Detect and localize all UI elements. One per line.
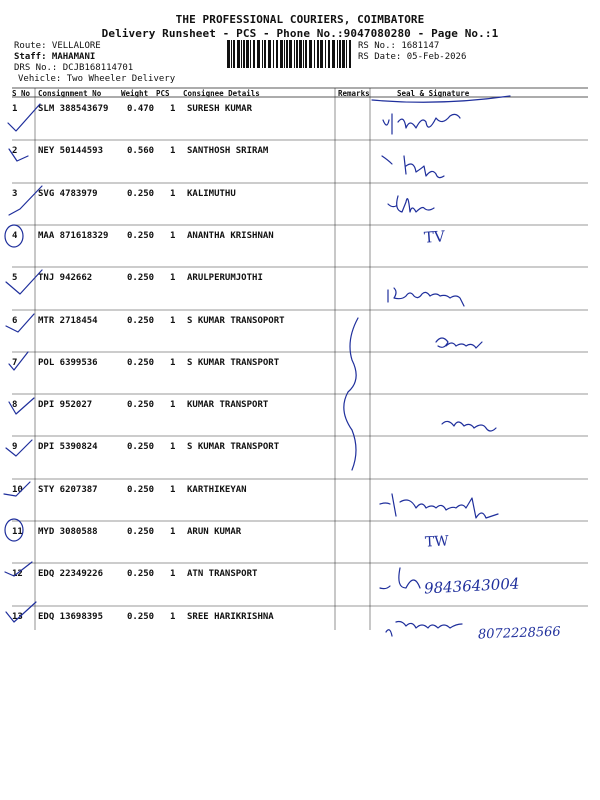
row-weight: 0.250: [127, 569, 155, 579]
row-pcs: 1: [170, 442, 176, 452]
row-pcs: 1: [170, 485, 176, 495]
row-sno: 9: [12, 442, 18, 452]
row-consignment-no: MAA 871618329: [38, 231, 109, 241]
handwritten-phone-12: 9843643004: [423, 574, 520, 598]
row-weight: 0.250: [127, 400, 155, 410]
row-sno: 5: [12, 273, 18, 283]
row-consignment-no: DPI 952027: [38, 400, 93, 410]
row-consignee: ANANTHA KRISHNAN: [187, 231, 274, 241]
row-sno: 13: [12, 612, 23, 622]
col-header-sno: S No: [12, 89, 31, 98]
handwritten-tv: TV: [423, 227, 446, 247]
row-pcs: 1: [170, 104, 176, 114]
row-consignee: SREE HARIKRISHNA: [187, 612, 274, 622]
row-consignee: ARUN KUMAR: [187, 527, 242, 537]
row-sno: 6: [12, 316, 18, 326]
row-pcs: 1: [170, 146, 176, 156]
row-consignment-no: SVG 4783979: [38, 189, 98, 199]
row-sno: 4: [12, 231, 18, 241]
row-sno: 2: [12, 146, 18, 156]
row-weight: 0.250: [127, 358, 155, 368]
row-consignment-no: NEY 50144593: [38, 146, 104, 156]
row-pcs: 1: [170, 189, 176, 199]
row-weight: 0.250: [127, 527, 155, 537]
staff-label: Staff: MAHAMANI: [14, 52, 96, 62]
row-weight: 0.250: [127, 316, 155, 326]
rs-date: RS Date: 05-Feb-2026: [358, 52, 467, 62]
row-sno: 8: [12, 400, 18, 410]
row-consignee: SURESH KUMAR: [187, 104, 253, 114]
row-pcs: 1: [170, 527, 176, 537]
row-weight: 0.250: [127, 442, 155, 452]
col-header-weight: Weight: [121, 89, 149, 98]
row-sno: 7: [12, 358, 18, 368]
row-sno: 11: [12, 527, 23, 537]
row-weight: 0.250: [127, 273, 155, 283]
company-title: THE PROFESSIONAL COURIERS, COIMBATORE: [175, 13, 425, 26]
row-consignee: KALIMUTHU: [187, 189, 236, 199]
row-pcs: 1: [170, 273, 176, 283]
row-consignee: S KUMAR TRANSPORT: [187, 442, 280, 452]
vehicle-label: Vehicle: Two Wheeler Delivery: [18, 74, 176, 84]
col-header-signature: Seal & Signature: [397, 89, 470, 98]
row-consignment-no: SLM 388543679: [38, 104, 109, 114]
row-consignee: ARULPERUMJOTHI: [187, 273, 263, 283]
drs-number: DRS No.: DCJB168114701: [14, 63, 134, 73]
row-pcs: 1: [170, 231, 176, 241]
col-header-consignment: Consignment No: [38, 89, 102, 98]
row-consignment-no: DPI 5390824: [38, 442, 98, 452]
col-header-consignee: Consignee Details: [183, 89, 260, 98]
row-sno: 12: [12, 569, 23, 579]
row-consignee: S KUMAR TRANSPORT: [187, 358, 280, 368]
row-sno: 3: [12, 189, 18, 199]
rs-number: RS No.: 1681147: [358, 41, 440, 51]
row-consignee: KARTHIKEYAN: [187, 485, 247, 495]
row-consignment-no: POL 6399536: [38, 358, 98, 368]
row-sno: 10: [12, 485, 23, 495]
row-pcs: 1: [170, 358, 176, 368]
row-consignee: ATN TRANSPORT: [187, 569, 258, 579]
handwritten-tw: TW: [424, 533, 450, 551]
row-pcs: 1: [170, 569, 176, 579]
row-pcs: 1: [170, 612, 176, 622]
row-consignee: KUMAR TRANSPORT: [187, 400, 269, 410]
handwritten-phone-13: 8072228566: [477, 624, 561, 643]
row-consignment-no: EDQ 22349226: [38, 569, 104, 579]
row-consignment-no: TNJ 942662: [38, 273, 93, 283]
row-consignment-no: EDQ 13698395: [38, 612, 104, 622]
route-label: Route: VELLALORE: [14, 41, 101, 51]
row-weight: 0.250: [127, 612, 155, 622]
row-consignment-no: MTR 2718454: [38, 316, 98, 326]
row-weight: 0.560: [127, 146, 155, 156]
row-consignee: SANTHOSH SRIRAM: [187, 146, 269, 156]
row-consignment-no: MYD 3080588: [38, 527, 98, 537]
row-pcs: 1: [170, 400, 176, 410]
row-consignee: S KUMAR TRANSOPORT: [187, 316, 285, 326]
row-weight: 0.250: [127, 189, 155, 199]
row-weight: 0.250: [127, 231, 155, 241]
col-header-remarks: Remarks: [338, 89, 370, 98]
row-consignment-no: STY 6207387: [38, 485, 98, 495]
row-sno: 1: [12, 104, 18, 114]
row-weight: 0.250: [127, 485, 155, 495]
row-pcs: 1: [170, 316, 176, 326]
col-header-pcs: PCS: [156, 89, 170, 98]
runsheet-subtitle: Delivery Runsheet - PCS - Phone No.:9047080280 - Page No.:1: [101, 27, 499, 40]
row-weight: 0.470: [127, 104, 155, 114]
